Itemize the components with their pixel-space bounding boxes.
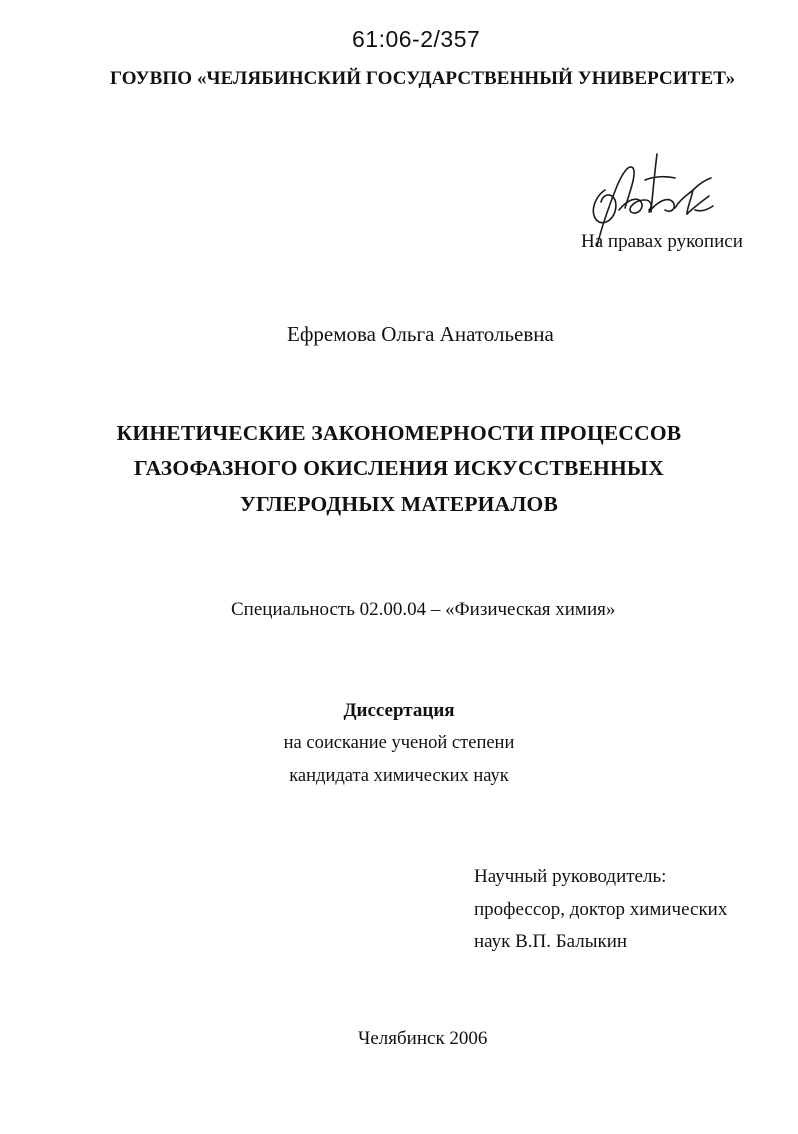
supervisor-title: профессор, доктор химических	[474, 899, 728, 920]
university-name: ГОУВПО «ЧЕЛЯБИНСКИЙ ГОСУДАРСТВЕННЫЙ УНИВЕРСИТЕТ»	[110, 68, 736, 89]
city-year: Челябинск 2006	[358, 1028, 488, 1049]
thesis-title-line: УГЛЕРОДНЫХ МАТЕРИАЛОВ	[239, 492, 559, 516]
supervisor-label: Научный руководитель:	[474, 866, 667, 887]
dissertation-type: Диссертация	[343, 700, 455, 721]
thesis-title-line: ГАЗОФАЗНОГО ОКИСЛЕНИЯ ИСКУССТВЕННЫХ	[134, 456, 664, 480]
author-name: Ефремова Ольга Анатольевна	[287, 322, 554, 346]
thesis-title-line: КИНЕТИЧЕСКИЕ ЗАКОНОМЕРНОСТИ ПРОЦЕССОВ	[116, 421, 682, 445]
catalog-code: 61:06-2/357	[352, 26, 481, 52]
supervisor-name: наук В.П. Балыкин	[474, 931, 628, 952]
dissertation-degree-line: кандидата химических наук	[289, 766, 509, 786]
dissertation-degree-line: на соискание ученой степени	[283, 733, 515, 753]
specialty: Специальность 02.00.04 – «Физическая химия»	[231, 599, 616, 620]
manuscript-rights-note: На правах рукописи	[581, 231, 743, 252]
